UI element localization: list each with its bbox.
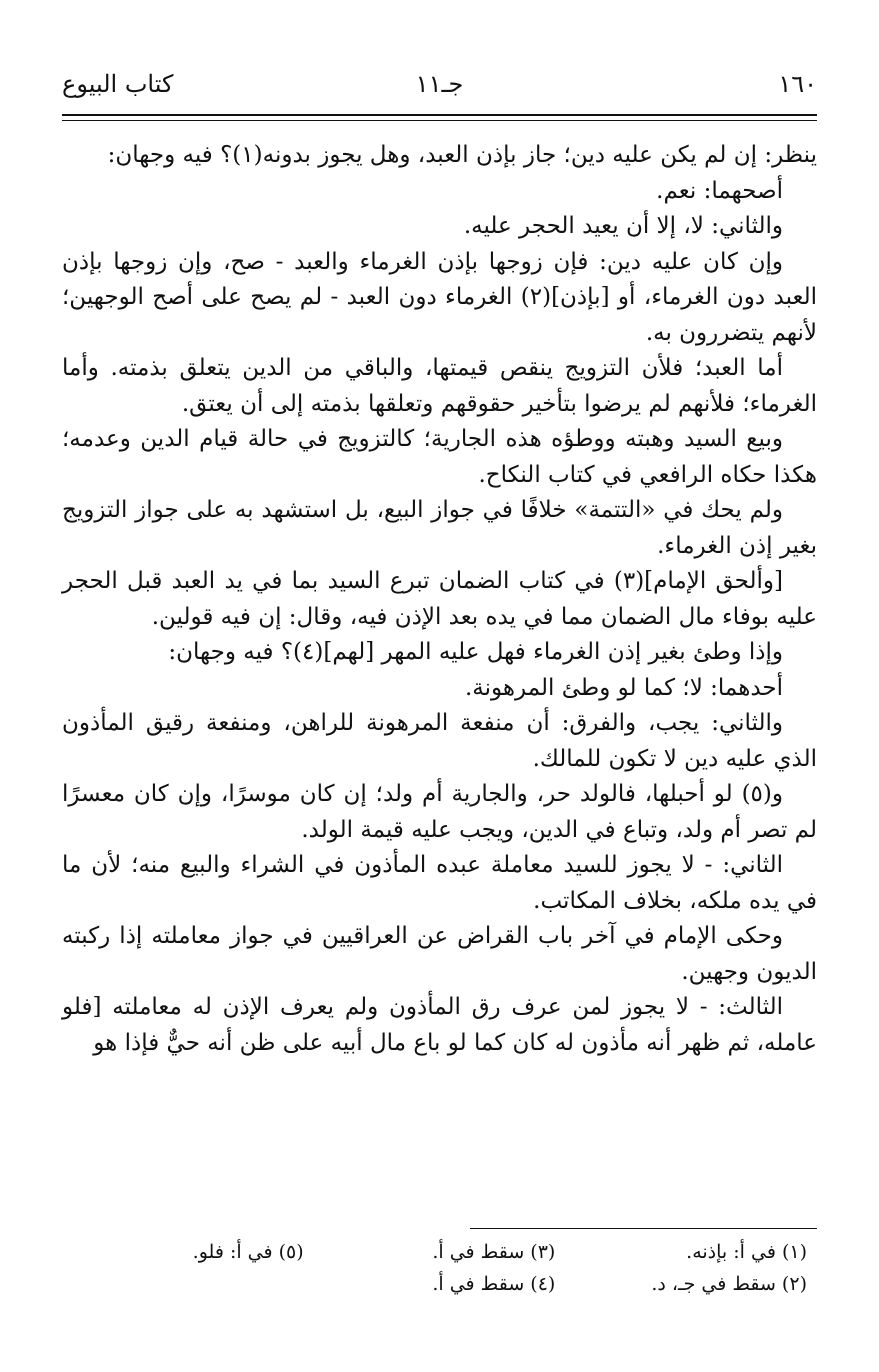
paragraph: [وألحق الإمام](٣) في كتاب الضمان تبرع السيد بما في يد العبد قبل الحجر عليه بوفاء مال الضمان مما في يده بعد الإذن فيه، وقال: إن فيه قولين. [62, 568, 817, 630]
footnote: (٤) سقط في أ. [432, 1273, 556, 1295]
paragraph: الثاني: - لا يجوز للسيد معاملة عبده المأذون في الشراء والبيع منه؛ لأن ما في يده ملكه، بخلاف المكاتب. [62, 852, 817, 914]
paragraph: أصحهما: نعم. [656, 177, 783, 204]
paragraph: وإذا وطئ بغير إذن الغرماء فهل عليه المهر [لهم](٤)؟ فيه وجهان: [168, 639, 783, 665]
paragraph: أحدهما: لا؛ كما لو وطئ المرهونة. [464, 674, 783, 701]
book-title: كتاب البيوع [62, 70, 174, 98]
paragraph: ولم يحك في «التتمة» خلافًا في جواز البيع، بل استشهد به على جواز التزويج بغير إذن الغرماء. [62, 497, 817, 559]
paragraph: الثالث: - لا يجوز لمن عرف رق المأذون ولم يعرف الإذن له معاملته [فلو عامله، ثم ظهر أنه مأذون له كان كما لو باع مال أبيه على ظن أنه حيٌّ فإذا هو [62, 994, 817, 1056]
paragraph: ينظر: إن لم يكن عليه دين؛ جاز بإذن العبد، وهل يجوز بدونه(١)؟ فيه وجهان: [107, 142, 817, 168]
paragraph: والثاني: لا، إلا أن يعيد الحجر عليه. [463, 213, 783, 239]
footnote: (٥) في أ: فلو. [192, 1241, 304, 1263]
paragraph: وحكى الإمام في آخر باب القراض عن العراقيين في جواز معاملته إذا ركبته الديون وجهين. [62, 923, 817, 985]
paragraph: و(٥) لو أحبلها، فالولد حر، والجارية أم ولد؛ إن كان موسرًا، وإن كان معسرًا لم تصر أم ولد، وتباع في الدين، ويجب عليه قيمة الولد. [62, 781, 817, 843]
page-header [62, 70, 817, 106]
footnote: (٣) سقط في أ. [432, 1241, 556, 1263]
paragraph: أما العبد؛ فلأن التزويج ينقص قيمتها، والباقي من الدين يتعلق بذمته. وأما الغرماء؛ فلأنهم لم يرضوا بتأخير حقوقهم وتعلقها بذمته إلى أن يعتق. [62, 355, 817, 417]
page-number: ١٦٠ [778, 70, 817, 98]
footnotes [62, 1238, 817, 1298]
footnote: (١) في أ: بإذنه. [686, 1241, 807, 1263]
paragraph: والثاني: يجب، والفرق: أن منفعة المرهونة للراهن، ومنفعة رقيق المأذون الذي عليه دين لا تكون للمالك. [62, 710, 817, 772]
volume-label: جـ١١ [415, 70, 464, 98]
body-text [62, 138, 817, 1061]
footnote: (٢) سقط في جـ، د. [651, 1273, 807, 1295]
header-rule-thin [62, 120, 817, 121]
paragraph: وإن كان عليه دين: فإن زوجها بإذن الغرماء والعبد - صح، وإن زوجها بإذن العبد دون الغرماء، أو [بإذن](٢) الغرماء دون العبد - لم يصح على أصح الوجهين؛ لأنهم يتضررون به. [62, 248, 817, 346]
paragraph: وبيع السيد وهبته ووطؤه هذه الجارية؛ كالتزويج في حالة قيام الدين وعدمه؛ هكذا حكاه الرافعي في كتاب النكاح. [62, 426, 817, 488]
header-rule-thick [62, 114, 817, 116]
footnote [62, 1270, 314, 1298]
footnote-separator [470, 1228, 817, 1229]
